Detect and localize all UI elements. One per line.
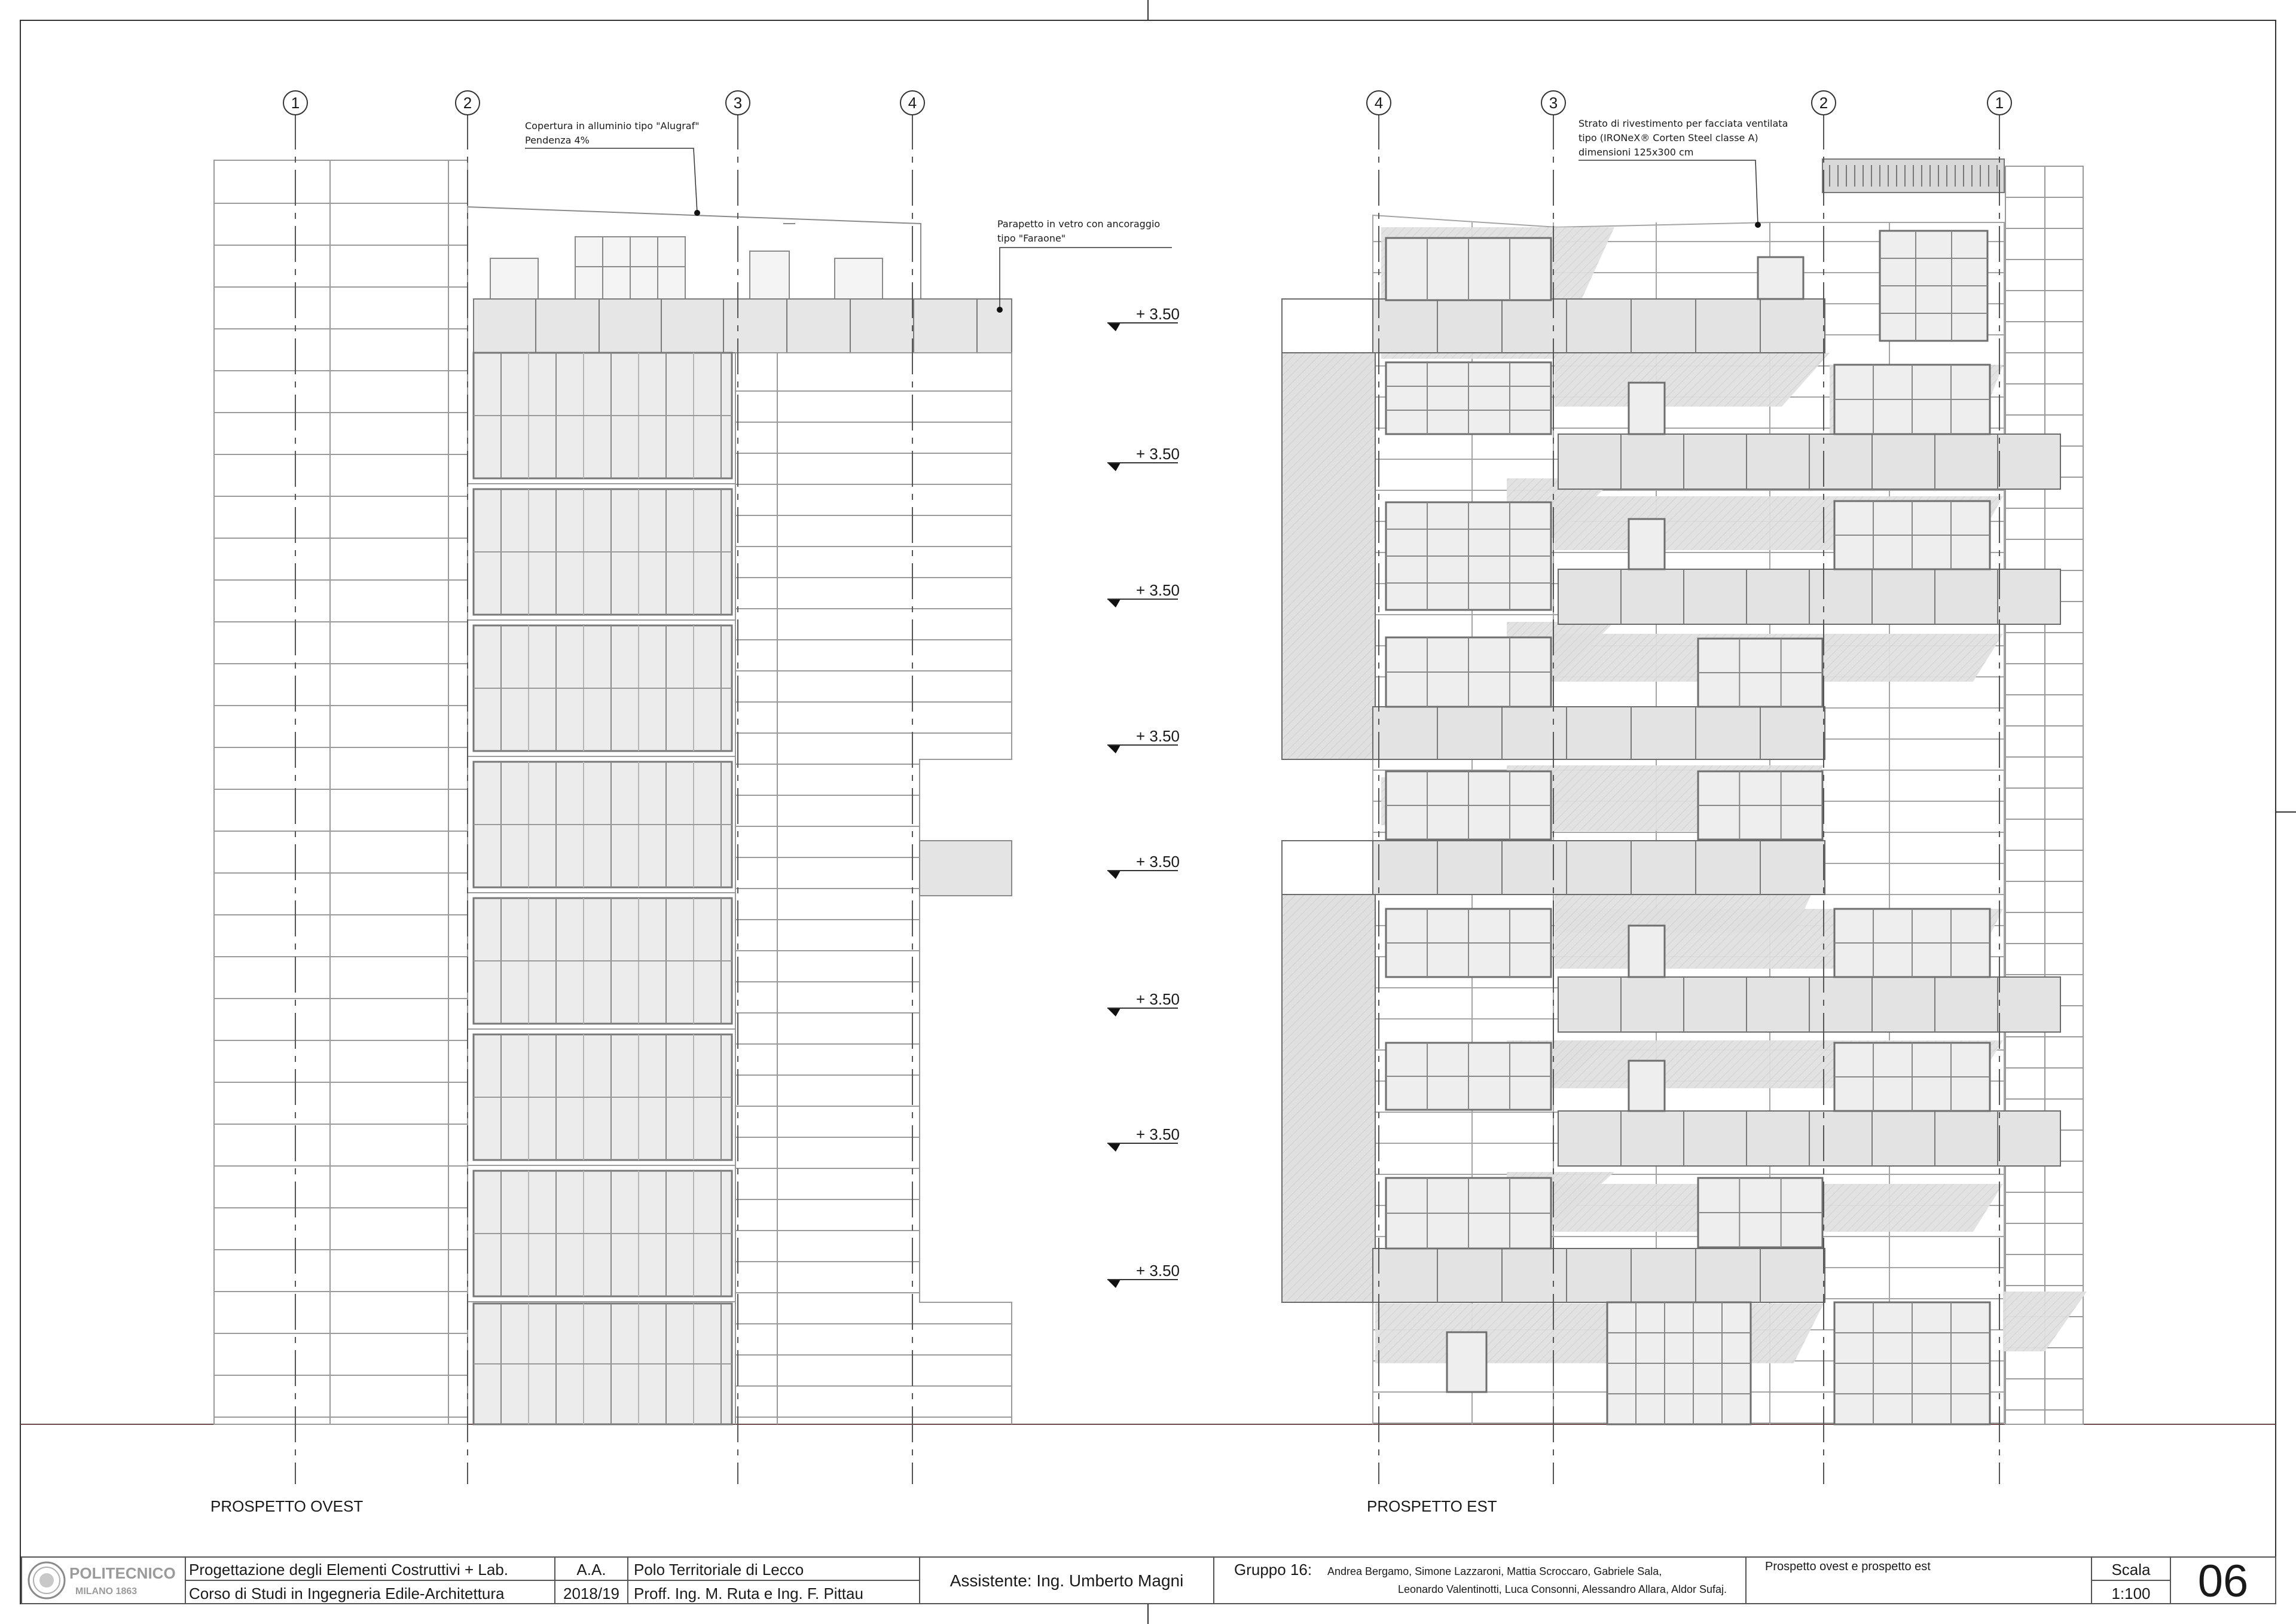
window (1629, 926, 1665, 977)
scale-label: Scala (2111, 1561, 2151, 1579)
est-axis-bubbles (1367, 91, 2011, 115)
window-frame (1629, 519, 1665, 569)
group-label: Gruppo 16: (1234, 1561, 1312, 1579)
window (1386, 1178, 1551, 1248)
ovest-axis-4 (900, 91, 924, 115)
logo-main: POLITECNICO (69, 1564, 176, 1582)
est-axis-1 (1987, 91, 2011, 115)
annotation-rivestimento-line2: tipo (IRONeX® Corten Steel classe A) (1578, 132, 1758, 144)
level-marker-icon (1107, 1280, 1120, 1288)
level-marker-label: + 3.50 (1136, 727, 1180, 745)
group-members-line1: Andrea Bergamo, Simone Lazzaroni, Mattia Scroccaro, Gabriele Sala, (1327, 1565, 1662, 1577)
annotation-parapetto (997, 218, 1172, 313)
label-prospetto-ovest: PROSPETTO OVEST (210, 1497, 364, 1515)
annotation-rivestimento-line1: Strato di rivestimento per facciata ventilata (1578, 118, 1788, 129)
aa-label: A.A. (576, 1561, 606, 1579)
window (1880, 231, 1987, 341)
level-markers (1107, 305, 1180, 1288)
window (1629, 383, 1665, 434)
level-marker (1107, 853, 1180, 879)
scale-value: 1:100 (2111, 1585, 2151, 1602)
window-frame (1447, 1332, 1486, 1392)
level-marker-label: + 3.50 (1136, 1262, 1180, 1280)
elevation-ovest (214, 91, 1172, 1484)
window (1386, 909, 1551, 977)
est-axis-4 (1367, 91, 1391, 115)
assistant: Assistente: Ing. Umberto Magni (949, 1571, 1184, 1590)
level-marker-label: + 3.50 (1136, 445, 1180, 463)
level-marker (1107, 305, 1180, 331)
level-marker (1107, 1125, 1180, 1152)
window (1834, 501, 1990, 569)
window (1447, 1332, 1486, 1392)
level-marker (1107, 727, 1180, 753)
window-frame (1629, 926, 1665, 977)
shadow-zone (1555, 353, 1830, 407)
annotation-copertura-line1: Copertura in alluminio tipo "Alugraf" (525, 120, 700, 132)
sheet-title: Prospetto ovest e prospetto est (1765, 1560, 1931, 1573)
level-marker (1107, 990, 1180, 1016)
logo-sub: MILANO 1863 (75, 1586, 138, 1596)
est-axis-4-label: 4 (1374, 94, 1384, 112)
title-block (22, 1556, 2276, 1607)
level-marker-label: + 3.50 (1136, 581, 1180, 599)
window (1629, 519, 1665, 569)
ovest-left-block (214, 160, 468, 1424)
professors: Proff. Ing. M. Ruta e Ing. F. Pittau (634, 1585, 863, 1602)
ovest-axis-bubbles (283, 91, 924, 115)
campus-name: Polo Territoriale di Lecco (634, 1561, 804, 1579)
ovest-parapet (474, 299, 1012, 353)
window (1698, 771, 1822, 840)
window (1834, 909, 1990, 977)
ovest-right-cladding (735, 353, 1012, 1424)
shadow-zone (2003, 1292, 2087, 1351)
level-marker-icon (1107, 1143, 1120, 1152)
window-frame (1758, 257, 1803, 299)
cladding-band (1373, 841, 1825, 895)
elevation-est (1282, 91, 2087, 1484)
cladding-band (1373, 299, 1825, 353)
est-side-panels (1282, 299, 1375, 1302)
level-marker-label: + 3.50 (1136, 990, 1180, 1008)
level-marker-label: + 3.50 (1136, 1125, 1180, 1143)
course-name: Progettazione degli Elementi Costruttivi + Lab. (189, 1561, 509, 1579)
ovest-roof (468, 207, 921, 299)
window (1834, 365, 1990, 434)
level-marker-label: + 3.50 (1136, 853, 1180, 871)
est-roof-louver (1822, 159, 2004, 193)
ovest-axis-2 (456, 91, 480, 115)
level-marker-icon (1107, 1008, 1120, 1016)
annotation-parapetto-line1: Parapetto in vetro con ancoraggio (997, 218, 1161, 230)
level-marker-icon (1107, 599, 1120, 608)
ovest-curtain-wall (468, 353, 735, 1424)
annotation-rivestimento (1578, 118, 1788, 228)
annotation-parapetto-line2: tipo "Faraone" (997, 233, 1066, 244)
est-axis-3-label: 3 (1549, 94, 1558, 112)
window (1386, 1043, 1551, 1110)
label-prospetto-est: PROSPETTO EST (1367, 1497, 1497, 1515)
level-marker (1107, 581, 1180, 608)
window (1698, 1178, 1822, 1247)
shadow-zone (1375, 1304, 1824, 1363)
ovest-axis-3-label: 3 (733, 94, 743, 112)
window (1629, 1061, 1665, 1111)
ovest-axis-1 (283, 91, 307, 115)
cladding-band (1373, 707, 1825, 759)
est-axis-3 (1541, 91, 1565, 115)
level-marker-icon (1107, 745, 1120, 753)
level-marker-icon (1107, 871, 1120, 879)
window (1386, 362, 1551, 434)
window (1834, 1302, 1990, 1424)
window-frame (1629, 1061, 1665, 1111)
est-axis-1-label: 1 (1995, 94, 2004, 112)
politecnico-logo (29, 1562, 176, 1598)
window (1386, 771, 1551, 840)
window (1607, 1302, 1751, 1424)
est-axis-2-label: 2 (1819, 94, 1828, 112)
level-marker-label: + 3.50 (1136, 305, 1180, 323)
cladding-band (1373, 1248, 1825, 1302)
est-axis-2 (1812, 91, 1836, 115)
group-members-line2: Leonardo Valentinotti, Luca Consonni, Alessandro Allara, Aldor Sufaj. (1397, 1583, 1727, 1595)
window (1386, 637, 1551, 707)
level-marker-icon (1107, 463, 1120, 471)
annotation-copertura-line2: Pendenza 4% (525, 135, 590, 146)
ovest-axis-1-label: 1 (291, 94, 300, 112)
annotation-copertura (525, 120, 700, 216)
window (1834, 1043, 1990, 1111)
ovest-axis-3 (726, 91, 750, 115)
level-marker (1107, 1262, 1180, 1288)
degree-name: Corso di Studi in Ingegneria Edile-Architettura (189, 1585, 505, 1602)
level-marker (1107, 445, 1180, 471)
window (1758, 257, 1803, 299)
ovest-axis-4-label: 4 (908, 94, 917, 112)
window (1386, 238, 1551, 300)
ovest-axis-2-label: 2 (463, 94, 472, 112)
window-frame (1629, 383, 1665, 434)
annotation-rivestimento-line3: dimensioni 125x300 cm (1578, 146, 1694, 158)
sheet-number: 06 (2197, 1556, 2249, 1607)
est-right-column (2005, 166, 2083, 1424)
level-marker-icon (1107, 323, 1120, 331)
window (1386, 502, 1551, 610)
window (1698, 639, 1822, 707)
aa-value: 2018/19 (563, 1585, 619, 1602)
